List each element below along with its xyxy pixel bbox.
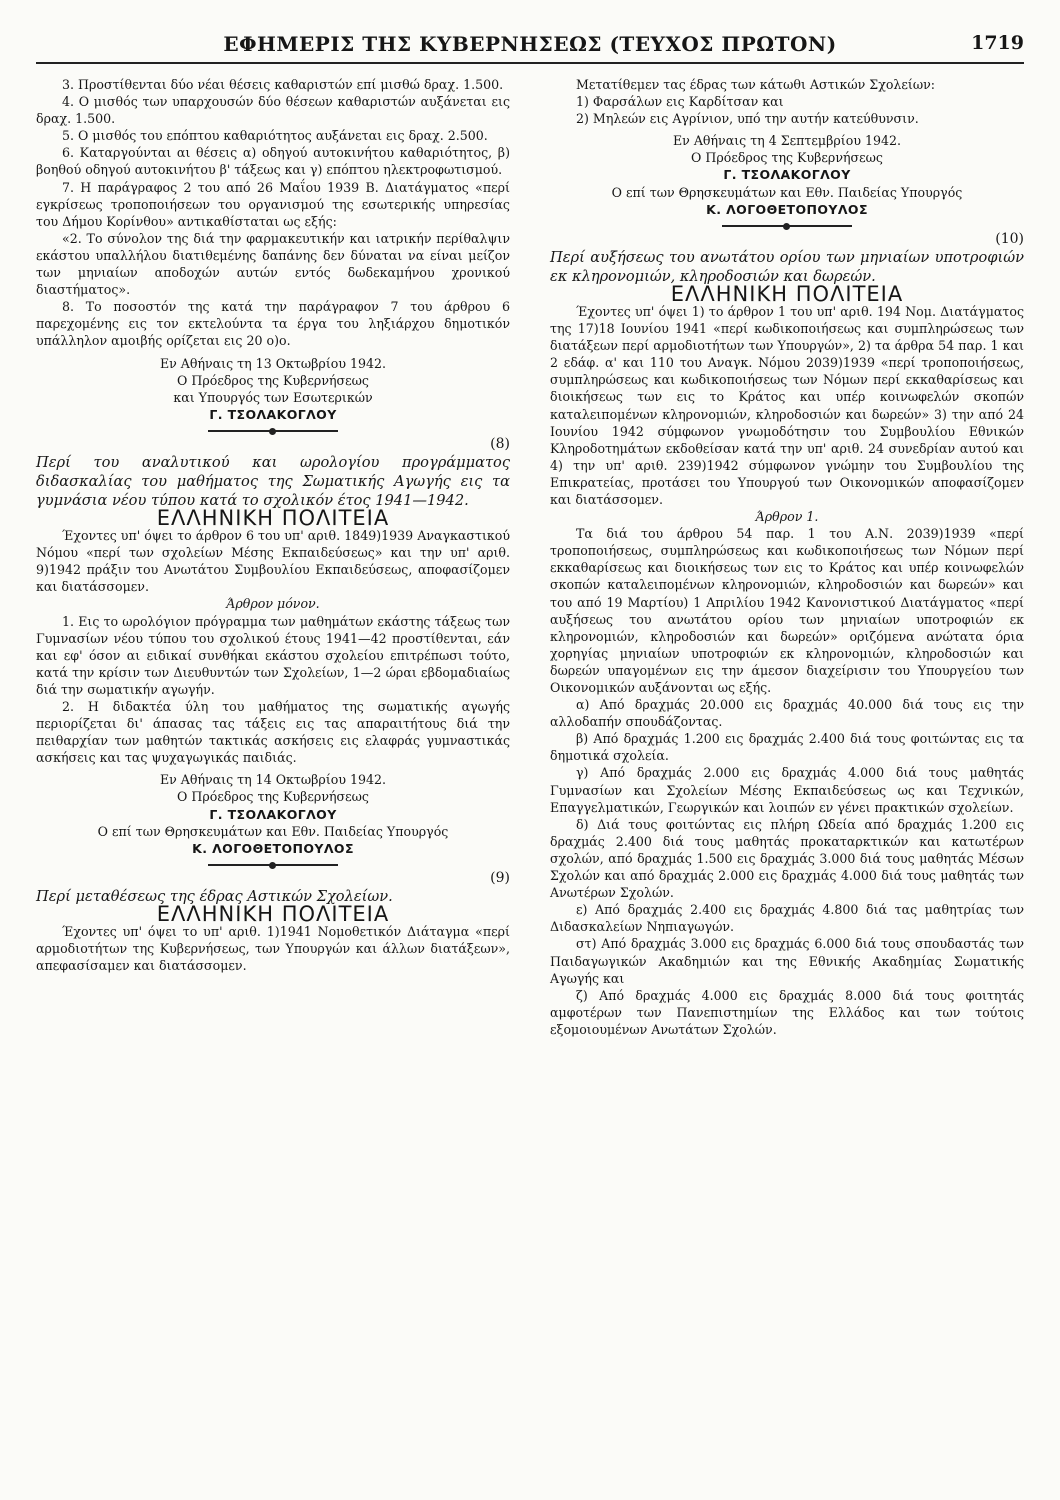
article-10-body: Τα διά του άρθρου 54 παρ. 1 του Α.Ν. 2039)1939 «περί τροποποιήσεως, συμπληρώσεως και κωδικοποιήσεως των Νόμων περί εκκαθαρίσεως και διοικήσεως των εις το Κράτος και υπέρ κοινωφελών σκοπών καταλειπομένων κληρονομιών, κληροδοσιών και δωρεών» και του από 19 Μαρτίου) 1 Απριλίου 1942 Κανονιστικού Διατάγματος «περί αυξήσεως του ανωτάτου ορίου των μηνιαίων υποτροφιών εκ κληρονομιών, κληροδοσιών και δωρεών» οριζόμενα ανώτατα όρια χορηγίας μηνιαίων υποτροφιών εκ κληρονομιών, κληροδοσιών και δωρεών υπαγομένων εις την άμεσον διαχείρισιν του Υπουργείου των Οικονομικών αυξάνονται ως εξής. <box>550 526 1024 695</box>
left-column <box>36 76 510 1038</box>
decree-heading-8: ΕΛΛΗΝΙΚΗ ΠΟΛΙΤΕΙΑ <box>156 505 390 530</box>
decree-preamble-10: Έχοντες υπ' όψει 1) το άρθρον 1 του υπ' αριθ. 194 Νομ. Διατάγματος της 17)18 Ιουνίου 1941 «περί κωδικοποιήσεως και συμπληρώσεως των διατάξεων περί αρμοδιοτήτων των Υπουργών», 2) τα άρθρα 54 παρ. 1 και 2 εδάφ. α' και 110 του Αναγκ. Νόμου 2039)1939 «περί τροποποιήσεως, συμπληρώσεως και κωδικοποιήσεως των Νόμων περί εκκαθαρίσεως και διοικήσεως των εις το Κράτος και υπέρ κοινωφελών σκοπών καταλειπομένων κληρονομιών, κληροδοσιών και δωρεών» 3) την από 24 Ιουνίου 1942 σύμφωνον γνωμοδότησιν του Συμβουλίου Εθνικών Κληροδοτημάτων εκδοθείσαν κατά την υπ' αριθ. 24 συνεδρίαν αυτού και 4) την υπ' αριθ. 239)1942 σύμφωνον γνώμην του Συμβουλίου της Επικρατείας, προτάσει του Υπουργού των Οικονομικών αποφασίζομεν και διατάσσομεν. <box>550 303 1024 507</box>
paragraph-3: 3. Προστίθενται δύο νέαι θέσεις καθαριστών επί μισθώ δραχ. 1.500. <box>62 77 504 92</box>
section-divider <box>208 864 338 866</box>
article-10-item-a: α) Από δραχμάς 20.000 εις δραχμάς 40.000 διά τους εις την αλλοδαπήν σπουδάζοντας. <box>550 697 1024 730</box>
paragraph-4: 4. Ο μισθός των υπαρχουσών δύο θέσεων καθαριστών αυξάνεται εις δραχ. 1.500. <box>36 94 510 127</box>
article-8-paragraph-1: 1. Εις το ωρολόγιον πρόγραμμα των μαθημάτων εκάστης τάξεως των Γυμνασίων νέου τύπου του σχολικού έτους 1941—42 προστίθενται, εάν και εφ' όσον αι ειδικαί συνθήκαι εκάστου σχολείου επιτρέπωσι τούτο, κατά την κρίσιν των Διευθυντών των Σχολείων, 1—2 ώραι εβδομαδιαίως διά την σωματικήν αγωγήν. <box>36 613 510 697</box>
page-header <box>36 22 1024 64</box>
article-10-item-g: γ) Από δραχμάς 2.000 εις δραχμάς 4.000 διά τους μαθητάς Γυμνασίων και Σχολείων Μέσης Εκπαιδεύσεως ως και Τεχνικών, Επαγγελματικών, Γεωργικών και λοιπών εν γένει πρακτικών σχολείων. <box>550 765 1024 815</box>
signing-date-1: Εν Αθήναις τη 13 Οκτωβρίου 1942. <box>159 355 387 371</box>
article-10-item-st: στ) Από δραχμάς 3.000 εις δραχμάς 6.000 διά τους σπουδαστάς των Παιδαγωγικών Ακαδημιών και της Εθνικής Ακαδημίας Σωματικής Αγωγής και <box>550 936 1024 986</box>
quoted-paragraph-2: «2. Το σύνολον της διά την φαρμακευτικήν και ιατρικήν περίθαλψιν εκάστου υπαλλήλου διατιθεμένης δαπάνης δεν δύναται να είναι μείζον των μηνιαίων αποδοχών αυτών εντός δωδεκαμήνου χρονικού διαστήματος». <box>36 230 510 298</box>
decree-subject-9: Περί μεταθέσεως της έδρας Αστικών Σχολείων. <box>36 887 393 905</box>
signing-date-2: Εν Αθήναις τη 14 Οκτωβρίου 1942. <box>159 772 387 788</box>
two-column-body <box>36 76 1024 1038</box>
signatory-role-1a: Ο Πρόεδρος της Κυβερνήσεως <box>177 372 369 388</box>
signature-name-4: Γ. ΤΣΟΛΑΚΟΓΛΟΥ <box>723 167 851 183</box>
decree-number-10: (10) <box>995 230 1024 247</box>
decree-9-item-1: 1) Φαρσάλων εις Καρδίτσαν και <box>576 94 784 110</box>
paragraph-7: 7. Η παράγραφος 2 του από 26 Μαΐου 1939 Β. Διατάγματος «περί εγκρίσεως τροποποιήσεων του οργανισμού της εσωτερικής υπηρεσίας του Δήμου Κορίνθου» αντικαθίσταται ως εξής: <box>36 179 510 229</box>
article-heading-8: Άρθρον μόνον. <box>226 596 320 612</box>
decree-heading-10: ΕΛΛΗΝΙΚΗ ΠΟΛΙΤΕΙΑ <box>670 281 904 306</box>
paragraph-8: 8. Το ποσοστόν της κατά την παράγραφον 7 του άρθρου 6 παρεχομένης εις τον εκτελούντα τα έργα του ληξιάρχου δημοτικόν υπάλληλον αμοιβής ορίζεται εις 20 ο)ο. <box>36 299 510 349</box>
decree-number-8: (8) <box>490 435 510 452</box>
signature-name-2: Γ. ΤΣΟΛΑΚΟΓΛΟΥ <box>209 806 337 822</box>
decree-9-item-2: 2) Μηλεών εις Αγρίνιον, υπό την αυτήν κατεύθυνσιν. <box>576 111 919 127</box>
signatory-role-3: Ο επί των Θρησκευμάτων και Εθν. Παιδείας Υπουργός <box>97 823 449 839</box>
article-8-paragraph-2: 2. Η διδακτέα ύλη του μαθήματος της σωματικής αγωγής περιορίζεται δι' άπασας τας τάξεις εις τας απαραιτήτους διά την πειθαρχίαν των μαθητών τακτικάς ασκήσεις εις ελαφράς γυμναστικάς ασκήσεις και τας ψυχαγωγικάς παιδιάς. <box>36 699 510 766</box>
signatory-role-5: Ο επί των Θρησκευμάτων και Εθν. Παιδείας Υπουργός <box>611 184 963 200</box>
right-column <box>550 76 1024 1038</box>
decree-number-9: (9) <box>490 869 510 886</box>
decree-subject-8: Περί του αναλυτικού και ωρολογίου προγράμματος διδασκαλίας του μαθήματος της Σωματικής Αγωγής εις τα γυμνάσια νέου τύπου κατά το σχολικόν έτος 1941—1942. <box>36 453 510 509</box>
decree-preamble-8: Έχοντες υπ' όψει το άρθρον 6 του υπ' αριθ. 1849)1939 Αναγκαστικού Νόμου «περί των σχολείων Μέσης Εκπαιδεύσεως» και την υπ' αριθ. 9)1942 πράξιν του Ανωτάτου Συμβουλίου Εκπαιδεύσεως, αποφασίζομεν και διατάσσομεν. <box>36 528 510 595</box>
paragraph-6: 6. Καταργούνται αι θέσεις α) οδηγού αυτοκινήτου καθαριότητος, β) βοηθού οδηγού αυτοκινήτου β' τάξεως και γ) επόπτου ηλεκτροφωτισμού. <box>36 145 510 178</box>
signatory-role-4: Ο Πρόεδρος της Κυβερνήσεως <box>691 150 883 166</box>
paragraph-5: 5. Ο μισθός του επόπτου καθαριότητος αυξάνεται εις δραχ. 2.500. <box>62 128 488 144</box>
article-10-item-e: ε) Από δραχμάς 2.400 εις δραχμάς 4.800 διά τας μαθητρίας των Διδασκαλείων Νηπιαγωγών. <box>550 902 1024 935</box>
article-10-item-z: ζ) Από δραχμάς 4.000 εις δραχμάς 8.000 διά τους φοιτητάς αμφοτέρων των Πανεπιστημίων της Ελλάδος και των τούτοις εξομοιουμένων Ανωτάτων Σχολών. <box>550 987 1024 1037</box>
section-divider <box>722 225 852 227</box>
signature-name-1: Γ. ΤΣΟΛΑΚΟΓΛΟΥ <box>209 406 337 422</box>
signature-name-3: Κ. ΛΟΓΟΘΕΤΟΠΟΥΛΟΣ <box>192 840 354 856</box>
signature-name-5: Κ. ΛΟΓΟΘΕΤΟΠΟΥΛΟΣ <box>706 201 868 217</box>
article-10-item-d: δ) Διά τους φοιτώντας εις πλήρη Ωδεία από δραχμάς 1.200 εις δραχμάς 2.400 διά τους μαθητάς προκαταρκτικών και κατωτέρων σχολών, από δραχμάς 1.500 εις δραχμάς 3.000 διά τους μαθητάς Μέσων Σχολών και από δραχμάς 2.000 εις δραχμάς 4.000 διά τους μαθητάς των Ανωτέρων Σχολών. <box>550 816 1024 901</box>
page-number: 1719 <box>971 32 1024 54</box>
decree-preamble-9: Έχοντες υπ' όψει το υπ' αριθ. 1)1941 Νομοθετικόν Διάταγμα «περί αρμοδιοτήτων της Κυβερνήσεως, των Υπουργών και άλλων διατάξεων», απεφασίσαμεν και διατάσσομεν. <box>36 924 510 974</box>
decree-subject-10: Περί αυξήσεως του ανωτάτου ορίου των μηνιαίων υποτροφιών εκ κληρονομιών, κληροδοσιών και δωρεών. <box>550 248 1024 285</box>
decree-heading-9: ΕΛΛΗΝΙΚΗ ΠΟΛΙΤΕΙΑ <box>156 901 390 926</box>
article-10-item-b: β) Από δραχμάς 1.200 εις δραχμάς 2.400 διά τους φοιτώντας εις τα δημοτικά σχολεία. <box>550 731 1024 764</box>
article-heading-10: Άρθρον 1. <box>755 509 819 525</box>
gazette-title: ΕΦΗΜΕΡΙΣ ΤΗΣ ΚΥΒΕΡΝΗΣΕΩΣ (ΤΕΥΧΟΣ ΠΡΩΤΟΝ) <box>223 32 837 56</box>
section-divider <box>208 430 338 432</box>
signatory-role-2: Ο Πρόεδρος της Κυβερνήσεως <box>177 789 369 805</box>
signing-date-3: Εν Αθήναις τη 4 Σεπτεμβρίου 1942. <box>672 133 902 149</box>
signatory-role-1b: και Υπουργός των Εσωτερικών <box>173 389 373 405</box>
decree-9-body: Μετατίθεμεν τας έδρας των κάτωθι Αστικών Σχολείων: <box>576 77 936 92</box>
